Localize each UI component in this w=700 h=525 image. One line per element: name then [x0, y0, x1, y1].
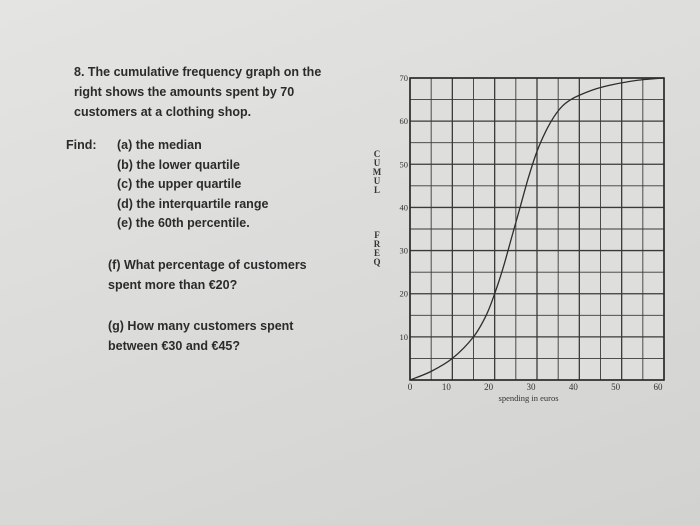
- part-f-line: spent more than €20?: [108, 278, 238, 292]
- y-tick-label: 30: [399, 245, 408, 256]
- y-axis-letter: U: [373, 176, 381, 186]
- y-tick-label: 40: [399, 202, 408, 213]
- y-axis-letter: U: [373, 158, 381, 168]
- x-axis-label: spending in euros: [498, 393, 559, 403]
- y-tick-label: 50: [399, 159, 408, 170]
- find-item-c: (c) the upper quartile: [117, 177, 242, 191]
- find-item-e: (e) the 60th percentile.: [117, 216, 250, 230]
- part-g-line: between €30 and €45?: [108, 339, 241, 353]
- question-title-line: customers at a clothing shop.: [74, 105, 252, 119]
- part-f-line: (f) What percentage of customers: [108, 258, 307, 272]
- y-axis-letter: C: [373, 149, 381, 159]
- y-tick-label: 20: [399, 288, 408, 299]
- y-axis-letter: F: [374, 230, 380, 240]
- y-axis-letter: Q: [373, 257, 381, 267]
- x-tick-label: 20: [484, 382, 494, 392]
- x-tick-label: 10: [441, 382, 451, 392]
- y-tick-label: 60: [399, 116, 408, 127]
- y-axis-letter: R: [373, 239, 381, 249]
- y-axis-letter: L: [373, 185, 380, 195]
- find-item-a: (a) the median: [117, 138, 202, 152]
- y-tick-label: 10: [399, 331, 408, 342]
- y-tick-label: 70: [399, 73, 408, 83]
- y-axis-letter: M: [372, 167, 382, 177]
- x-tick-label: 0: [407, 382, 413, 392]
- find-item-d: (d) the interquartile range: [117, 196, 269, 211]
- find-item-b: (b) the lower quartile: [117, 157, 240, 172]
- x-tick-label: 30: [526, 382, 536, 392]
- part-g-line: (g) How many customers spent: [108, 319, 294, 333]
- question-title-line: right shows the amounts spent by 70: [74, 85, 295, 99]
- x-tick-label: 50: [611, 382, 621, 392]
- x-tick-label: 40: [568, 382, 578, 392]
- y-axis-letter: E: [373, 248, 380, 258]
- find-label: Find:: [66, 138, 97, 152]
- x-tick-label: 60: [653, 382, 663, 392]
- question-title-line: 8. The cumulative frequency graph on the: [74, 65, 322, 79]
